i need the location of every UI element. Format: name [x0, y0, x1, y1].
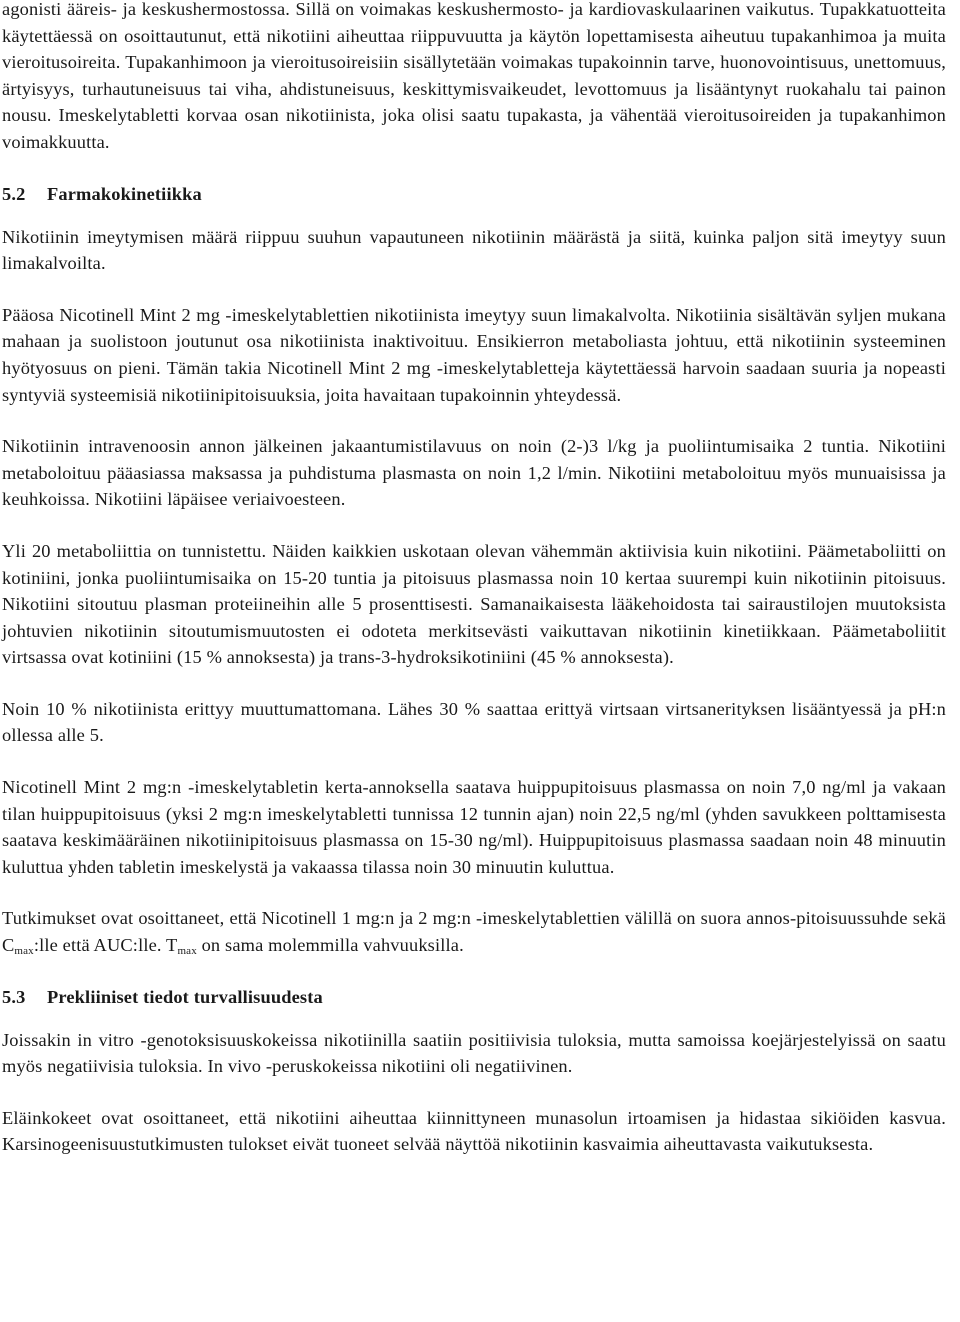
section-title: Prekliiniset tiedot turvallisuudesta	[47, 986, 323, 1007]
paragraph: Nikotiinin intravenoosin annon jälkeinen jakaantumistilavuus on noin (2-)3 l/kg ja puoliintumisaika 2 tuntia. Nikotiini metaboloituu pääasiassa maksassa ja puhdistuma plasmasta on noin 1,2 l/min. Nikotiini metaboloituu myös munuaisissa ja keuhkoissa. Nikotiini läpäisee veriaivoesteen.	[2, 436, 946, 510]
paragraph: Eläinkokeet ovat osoittaneet, että nikotiini aiheuttaa kiinnittyneen munasolun irtoamisen ja hidastaa sikiöiden kasvua. Karsinogeenisuustutkimusten tulokset eivät tuoneet selvää näyttöä nikotiinin kasvaimia aiheuttavasta vaikutuksesta.	[2, 1107, 946, 1155]
intro-paragraph: agonisti ääreis- ja keskushermostossa. Sillä on voimakas keskushermosto- ja kardiovaskulaarinen vaikutus. Tupakkatuotteita käytettäessä on osoittautunut, että nikotiini aiheuttaa riippuvuutta ja käytön lopettamisesta aiheutuu tupakanhimoa ja muita vieroitusoireita. Tupakanhimoon ja vieroitusoireisiin sisällytetään voimakas tupakoinnin tarve, huonovointisuus, unettomuus, ärtyisyys, turhautuneisuus tai viha, ahdistuneisuus, keskittymisvaikeudet, levottomuus ja lisääntynyt ruokahalu tai painon nousu. Imeskelytabletti korvaa osan nikotiinista, joka olisi saatu tupakasta, ja vähentää vieroitusoireiden ja tupakanhimon voimakkuutta.	[2, 0, 946, 152]
section-heading-5-3	[2, 984, 946, 1010]
section-number: 5.3	[2, 986, 26, 1007]
text-run: on sama molemmilla vahvuuksilla.	[196, 935, 464, 956]
text-run: Tutkimukset ovat osoittaneet, että Nicotinell 1 mg:n ja 2 mg:n -imeskelytablettien välillä on suora annos-pitoisuussuhde sekä C	[2, 908, 946, 956]
section-heading-5-2	[2, 181, 946, 207]
paragraph: Yli 20 metaboliittia on tunnistettu. Näiden kaikkien uskotaan olevan vähemmän aktiivisia kuin nikotiini. Päämetaboliitti on kotiniini, jonka puoliintumisaika on 15-20 tuntia ja pitoisuus plasmassa noin 10 kertaa suurempi kuin nikotiinin pitoisuus. Nikotiini sitoutuu plasman proteiineihin alle 5 prosenttisesti. Samanaikaisesta lääkehoidosta tai sairaustilojen muutoksista johtuvien nikotiinin sitoutumismuutosten ei odoteta merkitsevästi vaikuttavan nikotiinin kinetiikkaan. Päämetaboliitit virtsassa ovat kotiniini (15 % annoksesta) ja trans-3-hydroksikotiniini (45 % annoksesta).	[2, 540, 946, 668]
section-number: 5.2	[2, 183, 26, 204]
section-title: Farmakokinetiikka	[47, 183, 202, 204]
subscript-max: max	[14, 945, 34, 958]
paragraph: Joissakin in vitro -genotoksisuuskokeissa nikotiinilla saatiin positiivisia tuloksia, mutta samoissa koejärjestelyissä on saatu myös negatiivisia tuloksia. In vivo -peruskokeissa nikotiini oli negatiivinen.	[2, 1029, 946, 1077]
paragraph: Pääosa Nicotinell Mint 2 mg -imeskelytablettien nikotiinista imeytyy suun limakalvolta. Nikotiinia sisältävän syljen mukana mahaan ja suolistoon joutunut osa nikotiinista inaktivoituu. Ensikierron metaboliasta johtuu, että nikotiinin systeeminen hyötyosuus on pieni. Tämän takia Nicotinell Mint 2 mg -imeskelytabletteja käytettäessä harvoin saadaan suuria ja nopeasti syntyviä systeemisiä nikotiinipitoisuuksia, joita havaitaan tupakoinnin yhteydessä.	[2, 304, 946, 405]
text-run: :lle että AUC:lle. T	[33, 935, 178, 956]
paragraph: Noin 10 % nikotiinista erittyy muuttumattomana. Lähes 30 % saattaa erittyä virtsaan virtsanerityksen lisääntyessä ja pH:n ollessa alle 5.	[2, 698, 946, 746]
paragraph-cmax-tmax	[2, 905, 946, 958]
paragraph: Nikotiinin imeytymisen määrä riippuu suuhun vapautuneen nikotiinin määrästä ja siitä, kuinka paljon sitä imeytyy suun limakalvoilta.	[2, 226, 946, 274]
paragraph: Nicotinell Mint 2 mg:n -imeskelytabletin kerta-annoksella saatava huippupitoisuus plasmassa on noin 7,0 ng/ml ja vakaan tilan huippupitoisuus (yksi 2 mg:n imeskelytabletti tunnissa 12 tunnin ajan) noin 22,5 ng/ml (yhden savukkeen polttamisesta saatava keskimääräinen nikotiinipitoisuus plasmassa on 15-30 ng/ml). Huippupitoisuus plasmassa saadaan noin 48 minuutin kuluttua yhden tabletin imeskelystä ja vakaassa tilassa noin 30 minuutin kuluttua.	[2, 777, 946, 877]
subscript-max: max	[177, 945, 197, 958]
